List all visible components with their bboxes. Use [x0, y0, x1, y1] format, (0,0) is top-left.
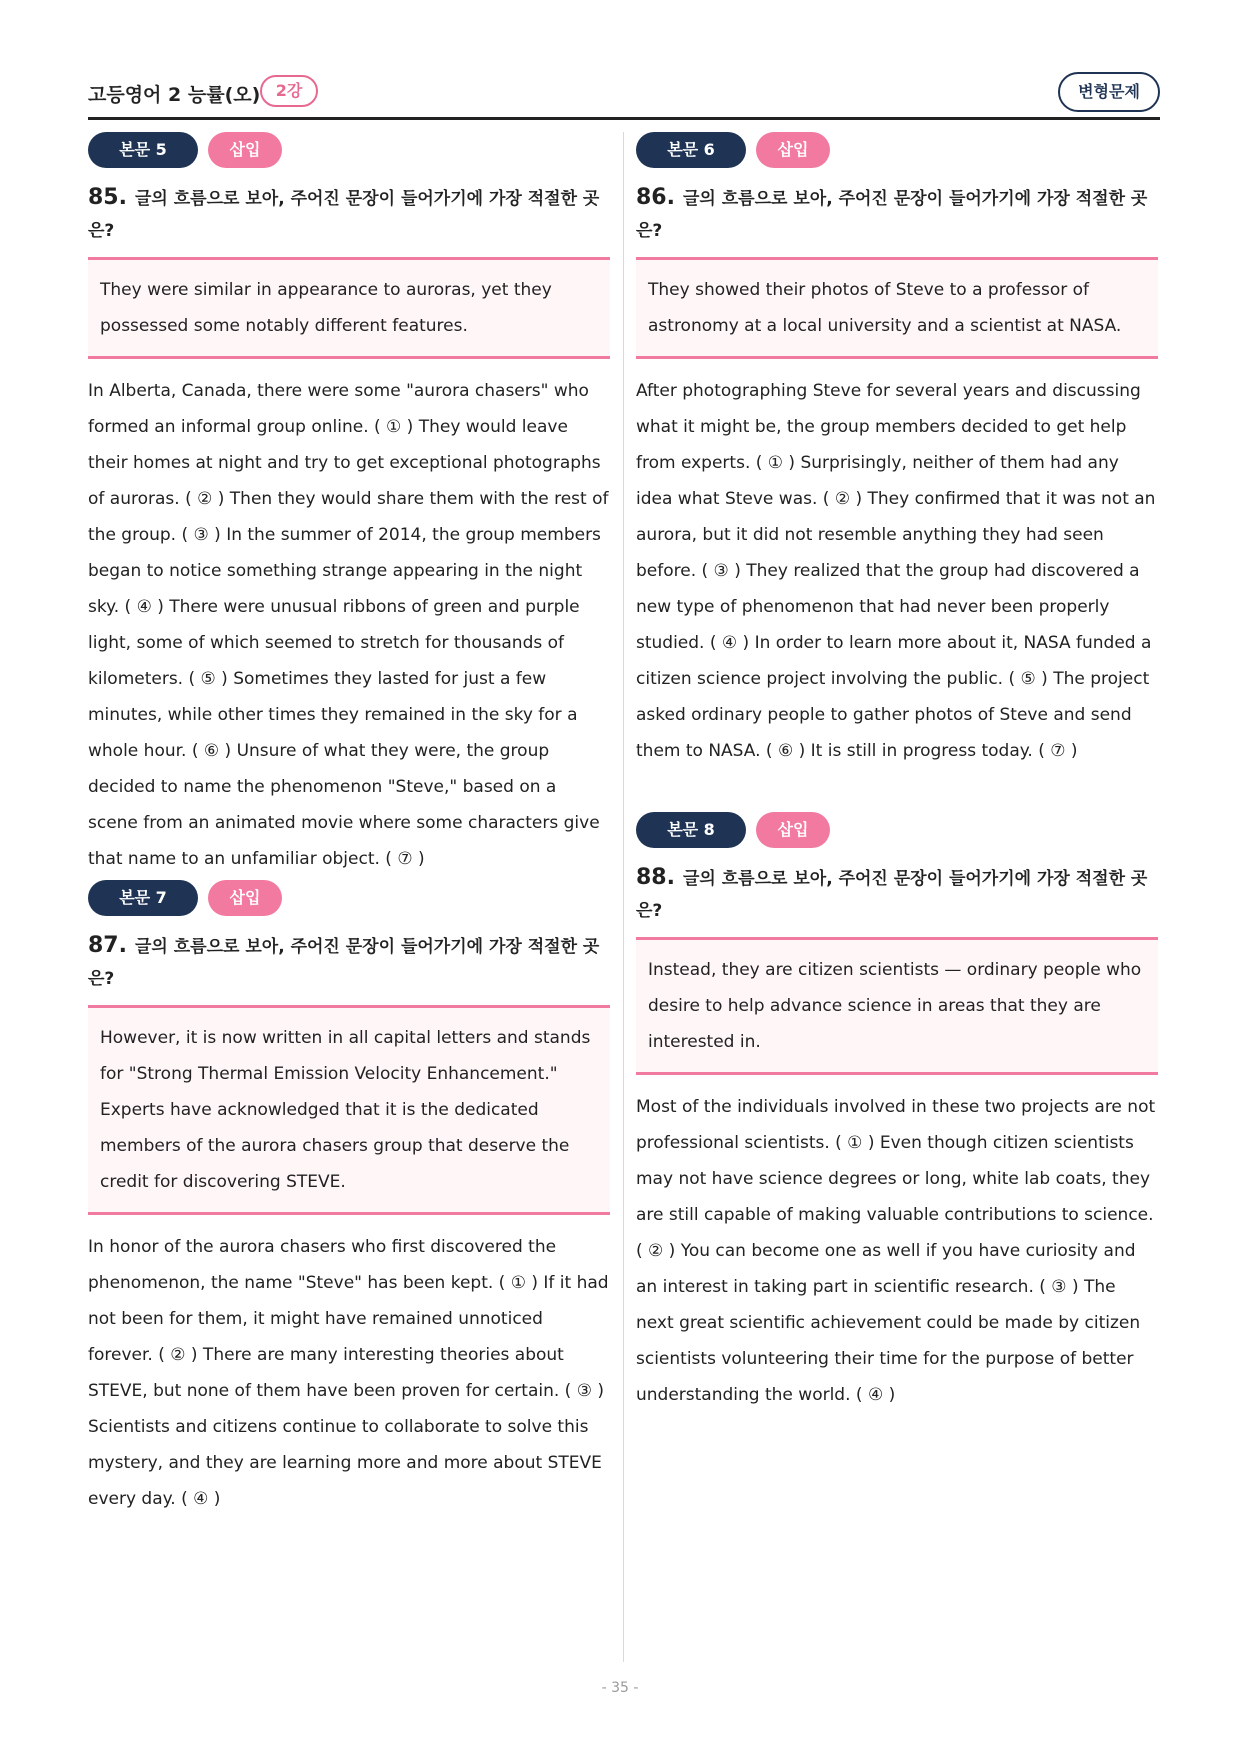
question-number: 87.: [88, 933, 127, 958]
passage-text: In Alberta, Canada, there were some "aurora chasers" who formed an informal group online. ( ① ) They would leave their homes at night and try to get exceptional photographs of auroras. ( ② ) Then they would share them with the rest of the group. ( ③ ) In the summer of 2014, the group members began to notice something strange appearing in the night sky. ( ④ ) There were unusual ribbons of green and purple light, some of which seemed to stretch for thousands of kilometers. ( ⑤ ) Sometimes they lasted for just a few minutes, while other times they remained in the sky for a whole hour. ( ⑥ ) Unsure of what they were, the group decided to name the phenomenon "Steve," based on a scene from an animated movie where some characters give that name to an unfamiliar object. ( ⑦ ): [88, 381, 609, 869]
question-text: 글의 흐름으로 보아, 주어진 문장이 들어가기에 가장 적절한 곳은?: [88, 189, 600, 241]
given-sentence-box: They showed their photos of Steve to a professor of astronomy at a local university and a scientist at NASA.: [636, 257, 1158, 359]
passage-text: After photographing Steve for several years and discussing what it might be, the group members decided to get help from experts. ( ① ) Surprisingly, neither of them had any idea what Steve was. ( ② ) They confirmed that it was not an aurora, but it did not resemble anything they had seen before. ( ③ ) They realized that the group had discovered a new type of phenomenon that had never been properly studied. ( ④ ) In order to learn more about it, NASA funded a citizen science project involving the public. ( ⑤ ) The project asked ordinary people to gather photos of Steve and send them to NASA. ( ⑥ ) It is still in progress today. ( ⑦ ): [636, 381, 1156, 761]
question-prompt: [88, 182, 610, 247]
insertion-tag: 삽입: [208, 880, 282, 916]
passage-tag: 본문 8: [636, 812, 746, 848]
question-prompt: [636, 182, 1158, 247]
question-87: [88, 880, 610, 1517]
passage-text: Most of the individuals involved in these two projects are not professional scientists. ( ① ) Even though citizen scientists may not have science degrees or long, white lab coats, they are still capable of making valuable contributions to science. ( ② ) You can become one as well if you have curiosity and an interest in taking part in scientific research. ( ③ ) The next great scientific achievement could be made by citizen scientists volunteering their time for the purpose of better understanding the world. ( ④ ): [636, 1097, 1156, 1405]
passage-text: In honor of the aurora chasers who first discovered the phenomenon, the name "Steve" has been kept. ( ① ) If it had not been for them, it might have remained unnoticed forever. ( ② ) There are many interesting theories about STEVE, but none of them have been proven for certain. ( ③ ) Scientists and citizens continue to collaborate to solve this mystery, and they are learning more and more about STEVE every day. ( ④ ): [88, 1237, 609, 1509]
given-sentence-box: Instead, they are citizen scientists — ordinary people who desire to help advance science in areas that they are interested in.: [636, 937, 1158, 1075]
question-88: [636, 812, 1158, 1413]
question-tags: [88, 880, 610, 916]
question-85: [88, 132, 610, 877]
question-text: 글의 흐름으로 보아, 주어진 문장이 들어가기에 가장 적절한 곳은?: [88, 937, 600, 989]
question-text: 글의 흐름으로 보아, 주어진 문장이 들어가기에 가장 적절한 곳은?: [636, 869, 1148, 921]
question-number: 88.: [636, 865, 675, 890]
column-divider: [623, 132, 624, 1662]
page-number: - 35 -: [601, 1680, 639, 1696]
question-86: [636, 132, 1158, 769]
question-prompt: [88, 930, 610, 995]
insertion-tag: 삽입: [756, 132, 830, 168]
passage-tag: 본문 7: [88, 880, 198, 916]
page-header: [88, 68, 1160, 120]
given-sentence-box: They were similar in appearance to auroras, yet they possessed some notably different features.: [88, 257, 610, 359]
question-type-badge: 변형문제: [1058, 72, 1160, 112]
question-tags: [636, 132, 1158, 168]
question-tags: [88, 132, 610, 168]
given-sentence-box: However, it is now written in all capital letters and stands for "Strong Thermal Emission Velocity Enhancement." Experts have acknowledged that it is the dedicated members of the aurora chasers group that deserve the credit for discovering STEVE.: [88, 1005, 610, 1215]
document-title: 고등영어 2 능률(오): [88, 84, 261, 106]
lesson-badge: 2강: [260, 75, 318, 107]
insertion-tag: 삽입: [756, 812, 830, 848]
passage-tag: 본문 5: [88, 132, 198, 168]
passage-tag: 본문 6: [636, 132, 746, 168]
insertion-tag: 삽입: [208, 132, 282, 168]
question-text: 글의 흐름으로 보아, 주어진 문장이 들어가기에 가장 적절한 곳은?: [636, 189, 1148, 241]
question-number: 85.: [88, 185, 127, 210]
question-prompt: [636, 862, 1158, 927]
question-tags: [636, 812, 1158, 848]
question-number: 86.: [636, 185, 675, 210]
